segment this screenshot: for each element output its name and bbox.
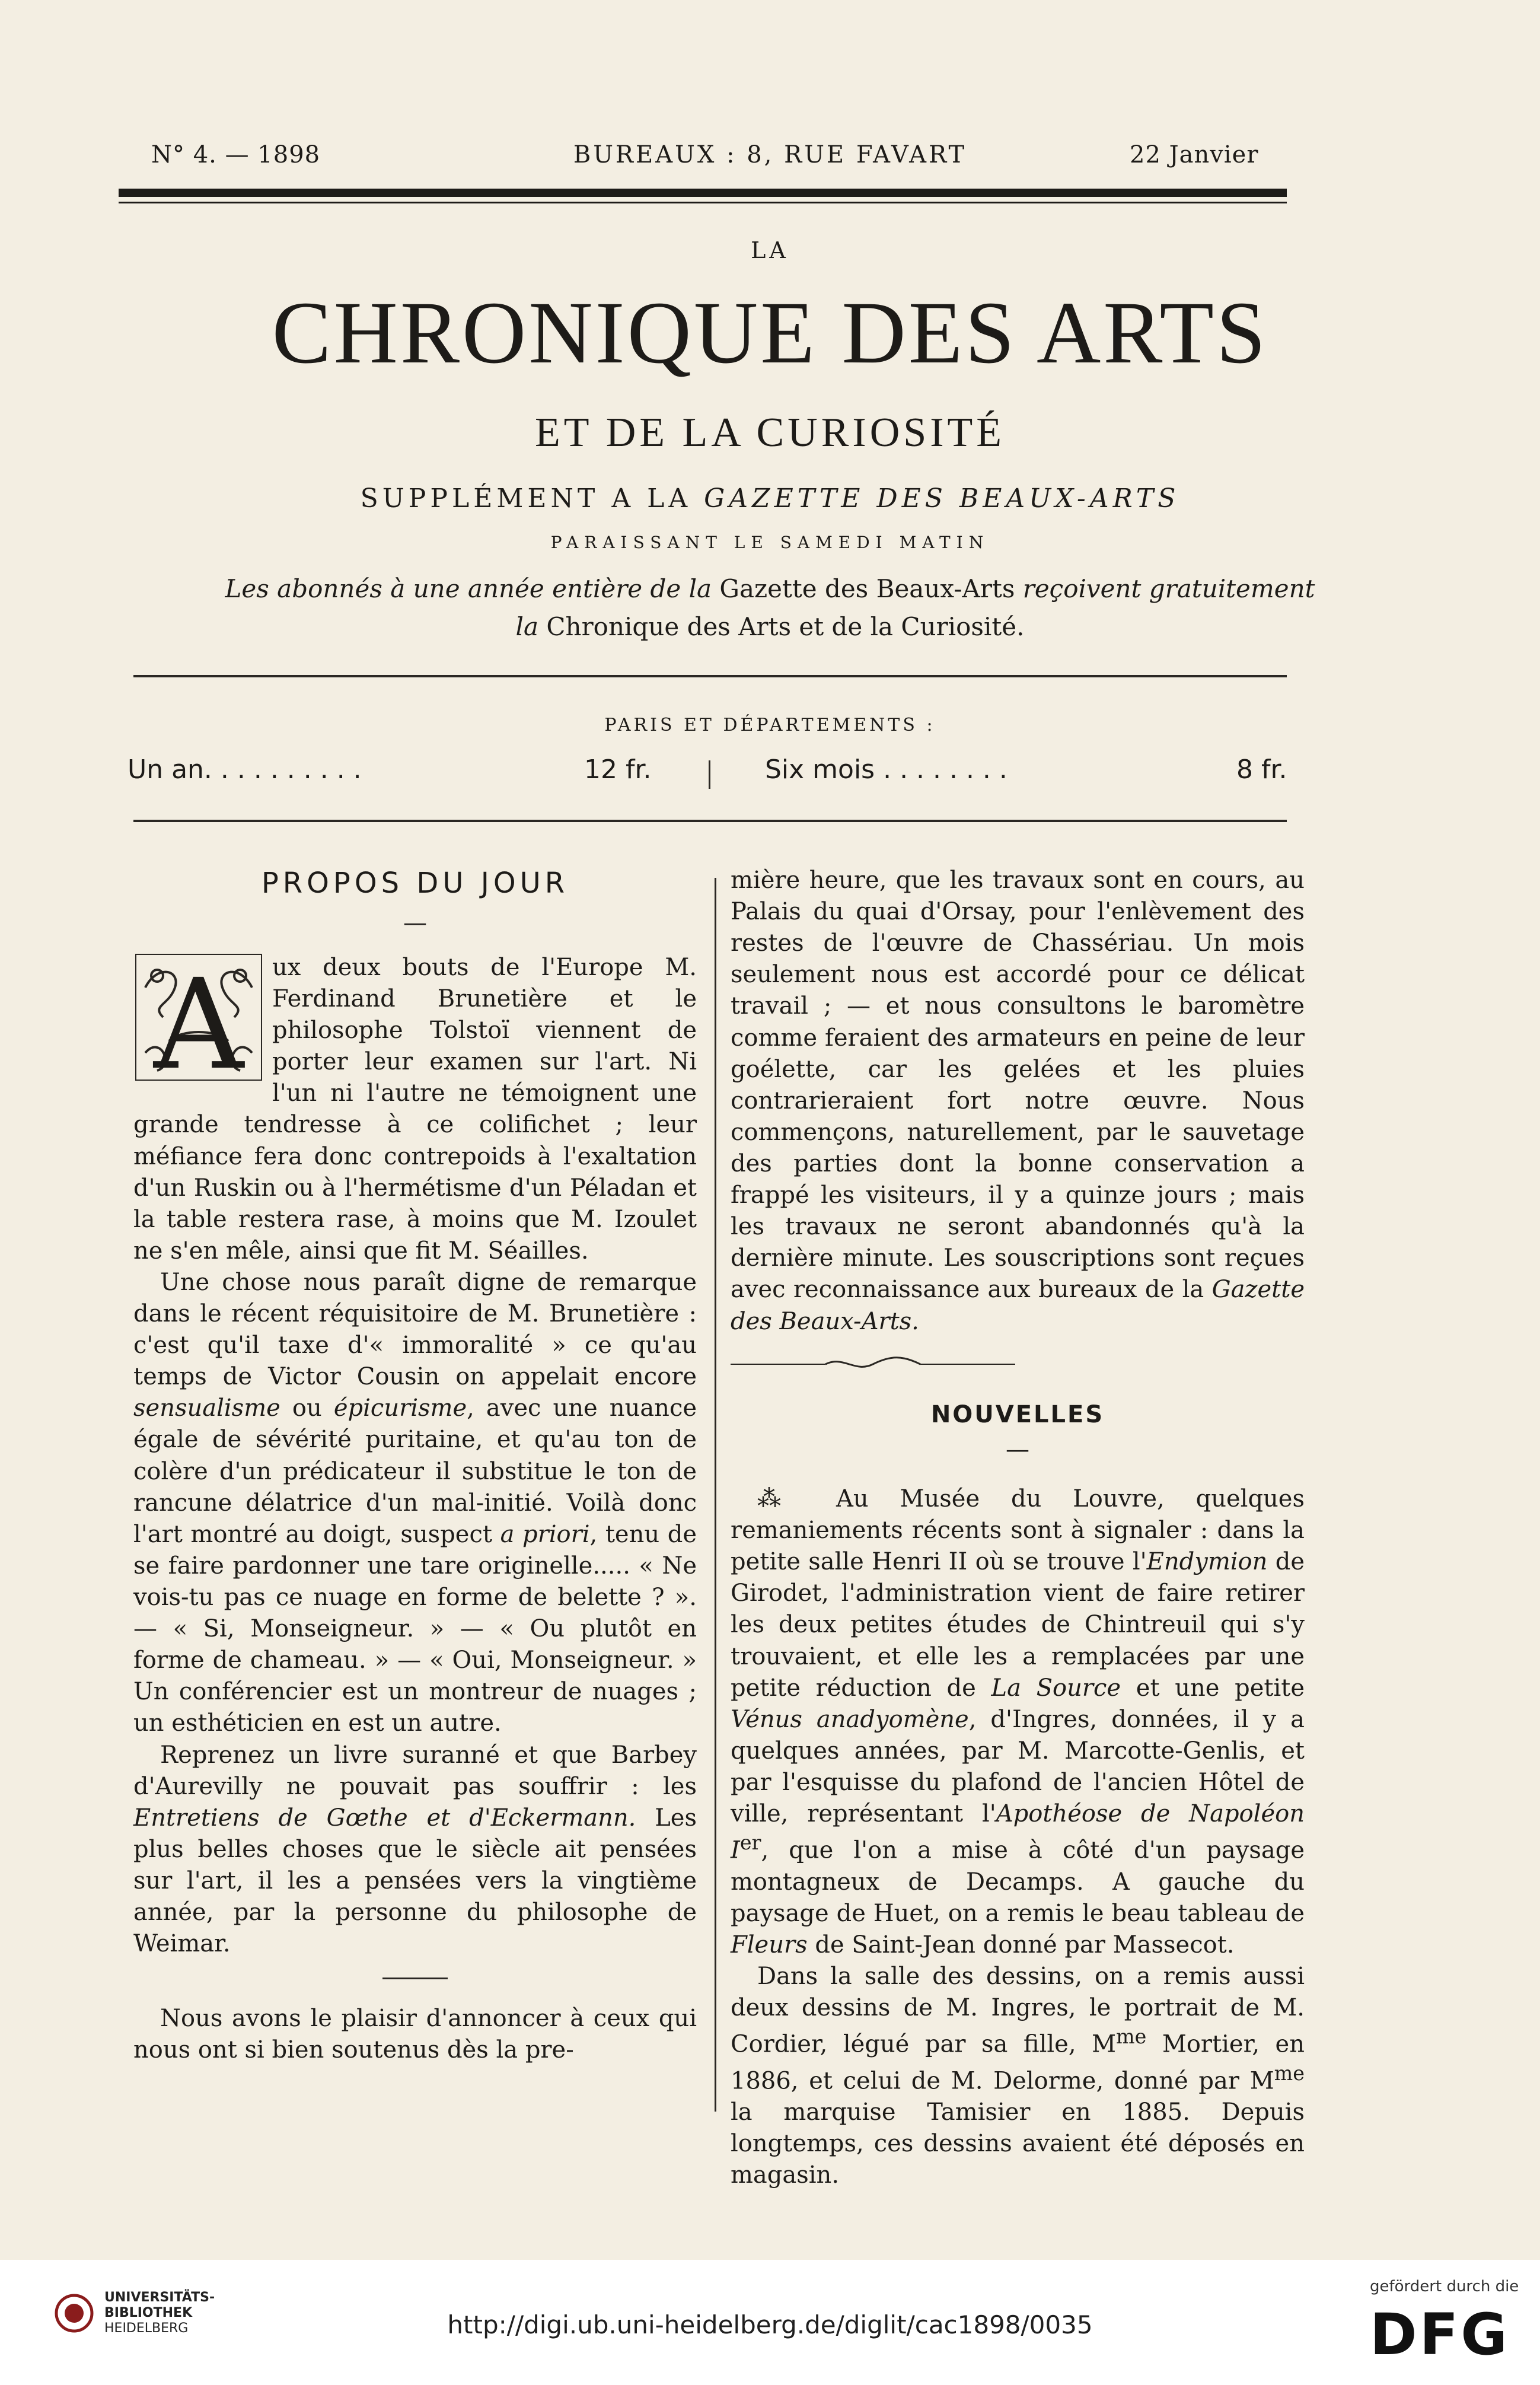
nouvelles-item-1: ⁂ Au Musée du Louvre, quelques remaniements récents sont à signaler : dans la petite salle Henri II où se trouve l'Endymion de Girodet, l'administration vient de faire retirer les deux petites études de Chintreuil qui s'y trouvaient, et elle les a remplacées par une petite réduction de La Source et une petite Vénus anadyomène, d'Ingres, données, il y a quelques années, par M. Marcotte-Genlis, et par l'esquisse du plafond de l'ancien Hôtel de ville, représentant l'Apothéose de Napoléon Ier, que l'on a mise à côté d'un paysage montagneux de Decamps. A gauche du paysage de Huet, on a remis le beau tableau de Fleurs de Saint-Jean donné par Massecot. — [731, 1485, 1305, 1959]
uni-line-1: UNIVERSITÄTS- — [104, 2290, 215, 2306]
propos-short-rule — [382, 1978, 448, 1979]
nouvelles-item-2: Dans la salle des dessins, on a remis aussi deux dessins de M. Ingres, le portrait de M. Cordier, légué par sa fille, $M^{me}$ Mortier, en 1886, et celui de M. Delorme, donné par $M^{me}$ la marquise Tamisier en 1885. Depuis longtemps, ces dessins avaient été déposés en magasin. — [731, 1962, 1305, 2189]
supplement-gazette: GAZETTE DES BEAUX-ARTS — [704, 483, 1180, 514]
uni-line-2: BIBLIOTHEK — [104, 2306, 193, 2321]
bureaux-address: BUREAUX : 8, RUE FAVART — [573, 141, 967, 168]
separator-bottom — [133, 820, 1287, 822]
issue-number: N° 4. — 1898 — [151, 141, 321, 168]
parution-line: PARAISSANT LE SAMEDI MATIN — [550, 533, 990, 552]
header-rule-thin — [119, 202, 1287, 203]
column-divider — [715, 878, 716, 2112]
propos-paragraph-2: Une chose nous paraît digne de remarque dans le récent réquisitoire de M. Brunetière : c'est qu'il taxe d'« immoralité » ce qu'au temps de Victor Cousin on appelait encore sensualisme ou épicurisme, avec une nuance égale de sévérité puritaine, et qu'au ton de colère d'un prédicateur il substitue le ton de rancune délatrice d'un mal-initié. Voilà donc l'art montré au doigt, suspect a priori, tenu de se faire pardonner une tare originelle..... « Ne vois-tu pas ce nuage en forme de belette ? ». — « Si, Monseigneur. » — « Ou plutôt en forme de chameau. » — « Oui, Monseigneur. » Un conférencier est un montreur de nuages ; un esthéticien en est un autre. — [133, 1268, 697, 1737]
price-half-value: 8 fr. — [1236, 754, 1287, 785]
dfg-logo[interactable]: DFG — [1370, 2301, 1510, 2368]
section-ornament — [731, 1355, 1015, 1373]
propos-paragraph-4: Nous avons le plaisir d'annoncer à ceux qui nous ont si bien soutenus dès la pre- — [133, 2005, 697, 2064]
issue-date: 22 Janvier — [1130, 141, 1259, 168]
price-half-label: Six mois . . . . . . . . — [765, 754, 1007, 785]
price-divider — [709, 760, 710, 789]
abonnes-line-2: la Chronique des Arts et de la Curiosité. — [515, 612, 1025, 641]
propos-title: PROPOS DU JOUR — [261, 867, 569, 900]
header-rule — [119, 189, 1287, 197]
right-column — [731, 865, 1305, 2191]
left-column — [133, 865, 697, 2066]
dropcap-a-ornament — [133, 952, 264, 1082]
masthead-title: CHRONIQUE DES ARTS — [272, 284, 1268, 382]
nouvelles-dash: — — [1006, 1435, 1029, 1463]
supplement-line: SUPPLÉMENT A LA GAZETTE DES BEAUX-ARTS — [360, 483, 1180, 514]
nouvelles-title: NOUVELLES — [930, 1400, 1105, 1428]
propos-dash: — — [403, 909, 427, 937]
masthead-subtitle: ET DE LA CURIOSITÉ — [534, 410, 1006, 456]
source-url-link[interactable]: http://digi.ub.uni-heidelberg.de/diglit/cac1898/0035 — [447, 2310, 1093, 2339]
right-paragraph-1: mière heure, que les travaux sont en cours, au Palais du quai d'Orsay, pour l'enlèvement des restes de l'œuvre de Chassériau. Un mois seulement nous est accordé pour ce délicat travail ; — et nous consultons le baromètre comme feraient des armateurs en peine de leur goélette, car les gelées et les pluies contrarieraient fort notre œuvre. Nous commençons, naturellement, par le sauvetage des parties dont la bonne conservation a frappé les visiteurs, il y a quinze jours ; mais les travaux ne seront abandonnés qu'à la dernière minute. Les souscriptions sont reçues avec reconnaissance aux bureaux de la Gazette des Beaux-Arts. — [731, 867, 1305, 1335]
price-year-label: Un an. . . . . . . . . . — [127, 754, 362, 785]
abonnes-line-1: Les abonnés à une année entière de la Gazette des Beaux-Arts reçoivent gratuitement — [225, 574, 1315, 603]
masthead-la: LA — [751, 237, 789, 263]
dfg-caption: gefördert durch die — [1370, 2278, 1519, 2295]
pricing-heading: PARIS ET DÉPARTEMENTS : — [604, 715, 936, 735]
asterism-icon: ⁂ — [757, 1485, 805, 1512]
uni-line-3: HEIDELBERG — [104, 2320, 189, 2336]
propos-paragraph-3: Reprenez un livre suranné et que Barbey d'Aurevilly ne pouvait pas souffrir : les Entretiens de Gœthe et d'Eckermann. Les plus belles choses que le siècle ait pensées sur l'art, il les a pensées vers la vingtième année, par la personne du philosophe de Weimar. — [133, 1741, 697, 1958]
price-year-value: 12 fr. — [584, 754, 652, 785]
propos-paragraph-1: ux deux bouts de l'Europe M. Ferdinand Brunetière et le philosophe Tolstoï viennent de porter leur examen sur l'art. Ni l'un ni l'autre ne témoignent une grande tendresse à ce colifichet ; leur méfiance fera donc contrepoids à l'exaltation d'un Ruskin ou à l'hermétisme d'un Péladan et la table restera rase, à moins que M. Izoulet ne s'en mêle, ainsi que fit M. Séailles. — [133, 953, 697, 1265]
dropcap-letter: A — [154, 951, 244, 1082]
separator-top — [133, 675, 1287, 677]
